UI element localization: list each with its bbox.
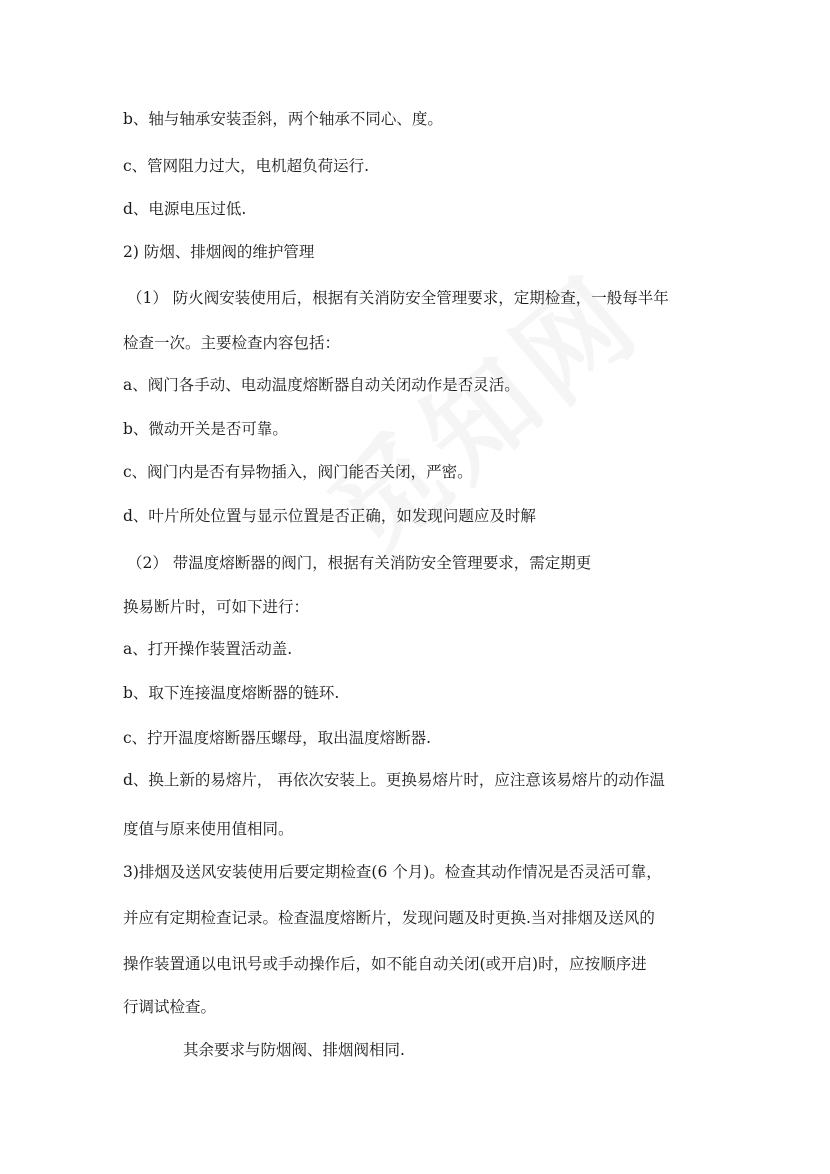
text-line: （1） 防火阀安装使用后，根据有关消防安全管理要求，定期检查，一般每半年 [127,289,669,307]
text-line: b、轴与轴承安装歪斜，两个轴承不同心、度。 [123,110,443,128]
text-line: 换易断片时，可如下进行： [123,598,310,616]
text-line: （2） 带温度熔断器的阀门，根据有关消防安全管理要求，需定期更 [127,554,592,572]
text-line: b、微动开关是否可靠。 [123,420,288,438]
text-line: 检查一次。主要检查内容包括： [123,334,341,352]
text-line: 并应有定期检查记录。检查温度熔断片，发现问题及时更换.当对排烟及送风的 [123,909,655,927]
text-line: 其余要求与防烟阀、排烟阀相同. [183,1041,405,1059]
text-line: 操作装置通以电讯号或手动操作后，如不能自动关闭(或开启)时，应按顺序进 [123,955,647,973]
text-line: c、拧开温度熔断器压螺母，取出温度熔断器. [123,729,432,747]
section-heading: 2) 防烟、排烟阀的维护管理 [123,243,315,261]
text-line: c、阀门内是否有异物插入，阀门能否关闭，严密。 [123,463,473,481]
text-line: d、换上新的易熔片， 再依次安装上。更换易熔片时，应注意该易熔片的动作温 [123,771,665,789]
text-line: 3)排烟及送风安装使用后要定期检查(6 个月)。检查其动作情况是否灵活可靠， [123,863,662,881]
text-line: c、管网阻力过大，电机超负荷运行. [123,157,370,175]
text-line: d、电源电压过低. [123,200,247,218]
watermark [291,233,668,585]
text-line: a、打开操作装置活动盖. [123,640,293,658]
text-line: a、阀门各手动、电动温度熔断器自动关闭动作是否灵活。 [123,376,520,394]
text-line: 行调试检查。 [123,998,217,1016]
text-line: 度值与原来使用值相同。 [123,820,294,838]
text-line: b、取下连接温度熔断器的链环. [123,684,340,702]
text-line: d、叶片所处位置与显示位置是否正确，如发现问题应及时解 [123,507,536,525]
